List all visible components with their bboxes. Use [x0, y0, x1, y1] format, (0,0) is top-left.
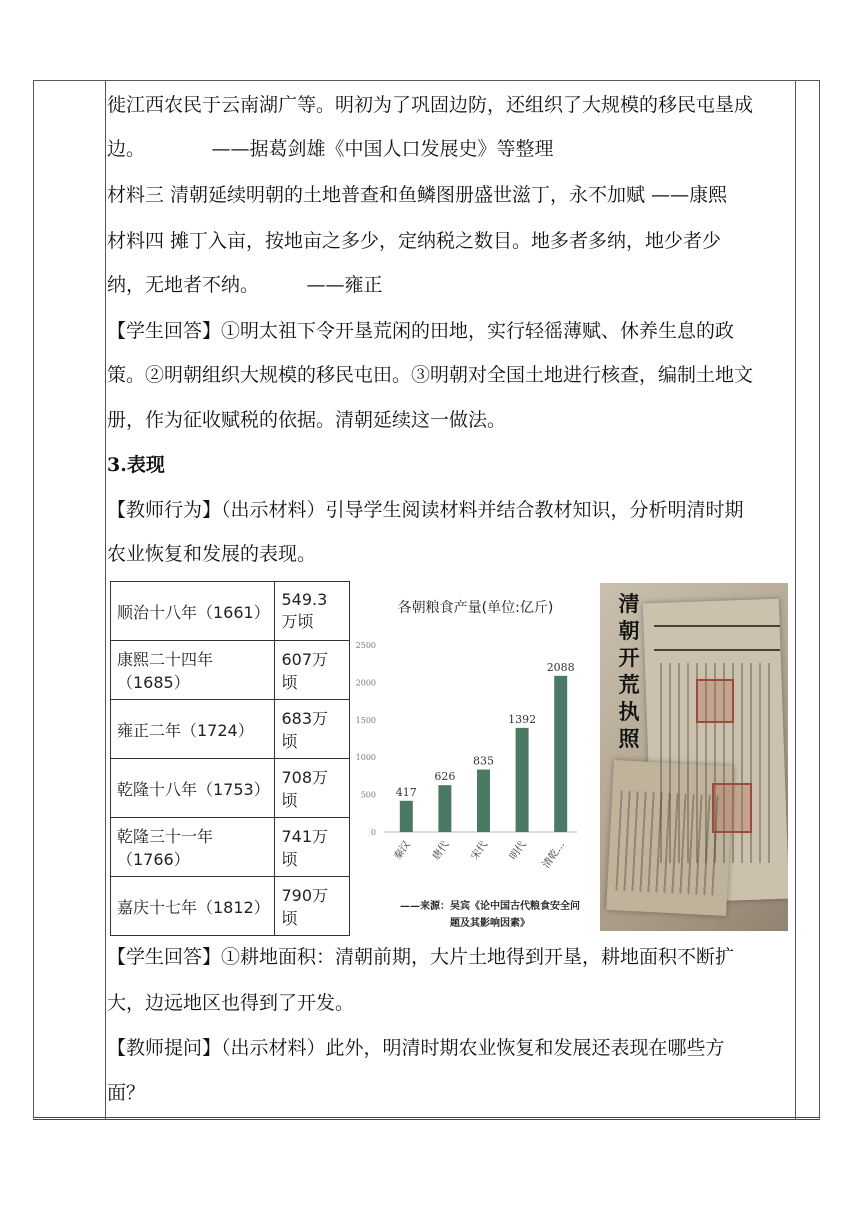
- chart-canvas: [352, 583, 599, 931]
- title-char: 朝: [618, 619, 640, 643]
- chart-source-continued: 题及其影响因素》: [450, 918, 530, 929]
- table-row: [111, 818, 350, 877]
- chart-title: 各朝粮食产量(单位:亿斤): [397, 600, 554, 616]
- y-tick-label: 2500: [355, 641, 376, 650]
- x-tick-label: 明代: [508, 839, 529, 863]
- x-tick-label: 清乾…: [540, 839, 568, 871]
- table-cell-period: 康熙二十四年（1685）: [111, 641, 275, 700]
- chart-bar: [554, 676, 567, 832]
- table-row: [111, 759, 350, 818]
- seal-stamp: [712, 783, 752, 833]
- land-reclamation-license-image: [600, 583, 788, 931]
- y-tick-label: 1000: [355, 753, 376, 763]
- table-cell-period: 雍正二年（1724）: [111, 700, 275, 759]
- text-line: 农业恢复和发展的表现。: [107, 543, 317, 565]
- seal-stamp: [696, 679, 734, 723]
- table-row: [111, 582, 350, 641]
- chart-source: ——来源：吴宾《论中国古代粮食安全问: [400, 901, 580, 912]
- table-cell-area: 708万顷: [275, 759, 350, 818]
- table-cell-period: 嘉庆十七年（1812）: [111, 877, 275, 936]
- table-cell-area: 549.3万顷: [275, 582, 350, 641]
- text-line: 【学生回答】①耕地面积：清朝前期，大片土地得到开垦，耕地面积不断扩: [107, 946, 735, 968]
- title-char: 照: [618, 727, 640, 751]
- data-label: 2088: [546, 660, 575, 674]
- title-char: 执: [618, 700, 640, 724]
- data-label: 417: [395, 785, 417, 799]
- table-cell-area: 683万顷: [275, 700, 350, 759]
- title-char: 清: [618, 592, 640, 616]
- cultivated-land-table: [110, 581, 350, 936]
- section-heading: 3.表现: [107, 454, 165, 476]
- table-row: [111, 700, 350, 759]
- y-tick-label: 1500: [355, 715, 376, 725]
- x-tick-label: 秦汉: [392, 839, 413, 863]
- table-cell-period: 顺治十八年（1661）: [111, 582, 275, 641]
- text-line: 面？: [107, 1082, 146, 1104]
- data-label: 626: [434, 770, 456, 784]
- table-cell-period: 乾隆十八年（1753）: [111, 759, 275, 818]
- x-tick-label: 唐代: [430, 839, 452, 863]
- data-label: 835: [473, 754, 494, 768]
- table-row: [111, 877, 350, 936]
- license-vertical-title: [614, 591, 644, 753]
- license-script-columns: [615, 790, 720, 895]
- table-row: [111, 641, 350, 700]
- text-line: 徙江西农民于云南湖广等。明初为了巩固边防，还组织了大规模的移民屯垦成: [107, 94, 754, 116]
- title-char: 开: [618, 646, 640, 670]
- y-tick-label: 2000: [355, 678, 376, 688]
- column-divider-right: [795, 80, 796, 1120]
- text-line: 材料三 清朝延续明朝的土地普查和鱼鳞图册盛世滋丁，永不加赋 ——康熙: [107, 184, 728, 206]
- text-line: 材料四 摊丁入亩，按地亩之多少，定纳税之数目。地多者多纳，地少者少: [107, 230, 722, 252]
- text-line: 【学生回答】①明太祖下令开垦荒闲的田地，实行轻徭薄赋、休养生息的政: [107, 320, 735, 342]
- text-line: 纳，无地者不纳。 ——雍正: [107, 274, 383, 296]
- x-tick-label: 宋代: [469, 839, 490, 863]
- table-cell-period: 乾隆三十一年（1766）: [111, 818, 275, 877]
- license-header-band: [654, 625, 780, 651]
- text-line: 大，边远地区也得到了开发。: [107, 992, 355, 1014]
- table-cell-area: 741万顷: [275, 818, 350, 877]
- grain-output-chart: [352, 583, 599, 931]
- chart-bar: [477, 770, 490, 832]
- text-line: 【教师行为】（出示材料）引导学生阅读材料并结合教材知识，分析明清时期: [107, 499, 744, 521]
- text-line: 边。 ——据葛剑雄《中国人口发展史》等整理: [107, 138, 554, 160]
- text-line: 策。②明朝组织大规模的移民屯田。③明朝对全国土地进行核查，编制土地文: [107, 364, 754, 386]
- chart-bar: [400, 801, 413, 832]
- y-tick-label: 0: [370, 828, 376, 837]
- title-char: 荒: [618, 673, 640, 697]
- table-cell-area: 607万顷: [275, 641, 350, 700]
- column-divider-left: [105, 80, 106, 1120]
- chart-bar: [516, 728, 529, 832]
- y-tick-label: 500: [360, 790, 376, 800]
- data-label: 1392: [508, 712, 537, 726]
- chart-bar: [438, 785, 451, 832]
- text-line: 册，作为征收赋税的依据。清朝延续这一做法。: [107, 409, 507, 431]
- table-cell-area: 790万顷: [275, 877, 350, 936]
- text-line: 【教师提问】（出示材料）此外，明清时期农业恢复和发展还表现在哪些方: [107, 1037, 725, 1059]
